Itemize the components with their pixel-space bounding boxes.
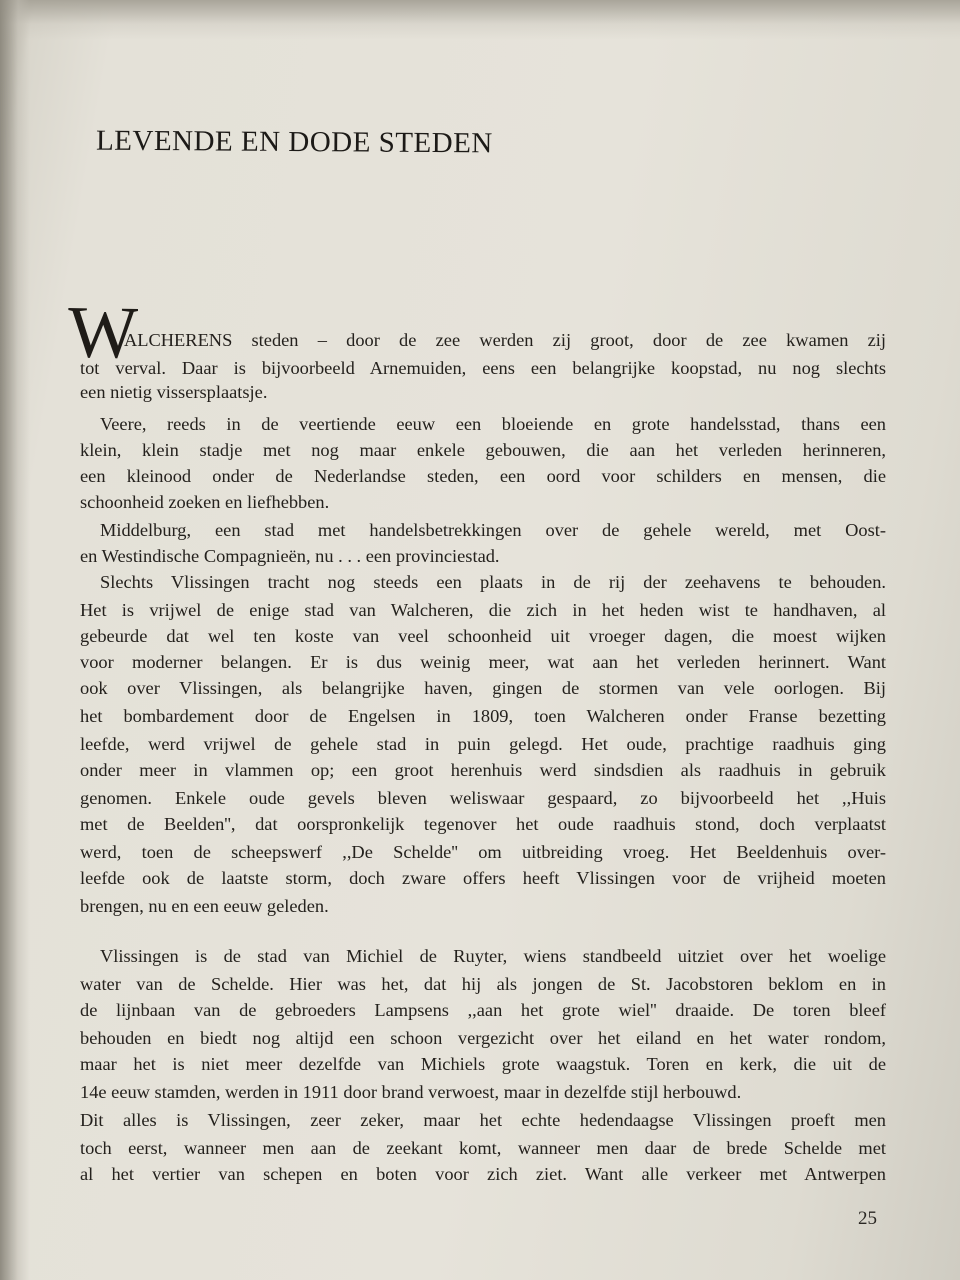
page-number: 25 bbox=[858, 1208, 877, 1229]
text-line: behouden en biedt nog altijd een schoon vergezicht over het eiland en het water rondom, bbox=[80, 1028, 886, 1048]
text-line: al het vertier van schepen en boten voor zich ziet. Want alle verkeer met Antwerpen bbox=[80, 1164, 886, 1184]
text-line: maar het is niet meer dezelfde van Michiels grote waagstuk. Toren en kerk, die uit de bbox=[80, 1054, 886, 1074]
text-line: leefde, werd vrijwel de gehele stad in puin gelegd. Het oude, prachtige raadhuis ging bbox=[80, 734, 886, 754]
text-line: Veere, reeds in de veertiende eeuw een bloeiende en grote handelsstad, thans een bbox=[100, 414, 886, 434]
gutter-shadow bbox=[0, 0, 30, 1280]
text-line: brengen, nu en een eeuw geleden. bbox=[80, 896, 329, 916]
text-line: Slechts Vlissingen tracht nog steeds een plaats in de rij der zeehavens te behouden. bbox=[100, 572, 886, 592]
text-line: water van de Schelde. Hier was het, dat hij als jongen de St. Jacobstoren beklom en in bbox=[80, 974, 886, 994]
text-line: met de Beelden'', dat oorspronkelijk tegenover het oude raadhuis stond, doch verplaatst bbox=[80, 814, 886, 834]
text-line: Vlissingen is de stad van Michiel de Ruyter, wiens standbeeld uitziet over het woelige bbox=[100, 946, 886, 966]
text-line: een nietig vissersplaatsje. bbox=[80, 382, 268, 402]
drop-cap: W bbox=[67, 291, 139, 375]
text-line: 14e eeuw stamden, werden in 1911 door brand verwoest, maar in dezelfde stijl herbouwd. bbox=[80, 1082, 742, 1102]
text-line: genomen. Enkele oude gevels bleven weliswaar gespaard, zo bijvoorbeeld het ,,Huis bbox=[80, 788, 886, 808]
text-line: werd, toen de scheepswerf ,,De Schelde'' om uitbreiding vroeg. Het Beeldenhuis over- bbox=[80, 842, 886, 862]
text-line: de lijnbaan van de gebroeders Lampsens ,,aan het grote wiel'' draaide. De toren bleef bbox=[80, 1000, 886, 1020]
text-line: Dit alles is Vlissingen, zeer zeker, maar het echte hedendaagse Vlissingen proeft men bbox=[80, 1110, 886, 1130]
text-line: onder meer in vlammen op; een groot herenhuis werd sindsdien als raadhuis in gebruik bbox=[80, 760, 886, 780]
text-line: een kleinood onder de Nederlandse steden, een oord voor schilders en mensen, die bbox=[80, 466, 886, 486]
text-line: Het is vrijwel de enige stad van Walcheren, die zich in het heden wist te handhaven, al bbox=[80, 600, 886, 620]
page-top-shadow bbox=[0, 0, 960, 40]
chapter-title: LEVENDE EN DODE STEDEN bbox=[95, 124, 493, 160]
text-line: het bombardement door de Engelsen in 1809, toen Walcheren onder Franse bezetting bbox=[80, 706, 886, 726]
text-line: tot verval. Daar is bijvoorbeeld Arnemuiden, eens een belangrijke koopstad, nu nog slechts bbox=[80, 358, 886, 378]
text-line: gebeurde dat wel ten koste van veel schoonheid uit vroeger dagen, die moest wijken bbox=[80, 626, 886, 646]
text-line: ook over Vlissingen, als belangrijke haven, gingen de stormen van vele oorlogen. Bij bbox=[80, 678, 886, 698]
text-line: schoonheid zoeken en liefhebben. bbox=[80, 492, 330, 512]
text-line: Middelburg, een stad met handelsbetrekkingen over de gehele wereld, met Oost- bbox=[100, 520, 886, 540]
text-line: voor moderner belangen. Er is dus weinig meer, wat aan het verleden herinnert. Want bbox=[80, 652, 886, 672]
text-line: toch eerst, wanneer men aan de zeekant komt, wanneer men daar de brede Schelde met bbox=[80, 1138, 886, 1158]
text-line: klein, klein stadje met nog maar enkele gebouwen, die aan het verleden herinneren, bbox=[80, 440, 886, 460]
text-line: ALCHERENS steden – door de zee werden zij groot, door de zee kwamen zij bbox=[124, 330, 886, 350]
text-line: en Westindische Compagnieën, nu . . . een provinciestad. bbox=[80, 546, 500, 566]
text-line: leefde ook de laatste storm, doch zware offers heeft Vlissingen voor de vrijheid moeten bbox=[80, 868, 886, 888]
